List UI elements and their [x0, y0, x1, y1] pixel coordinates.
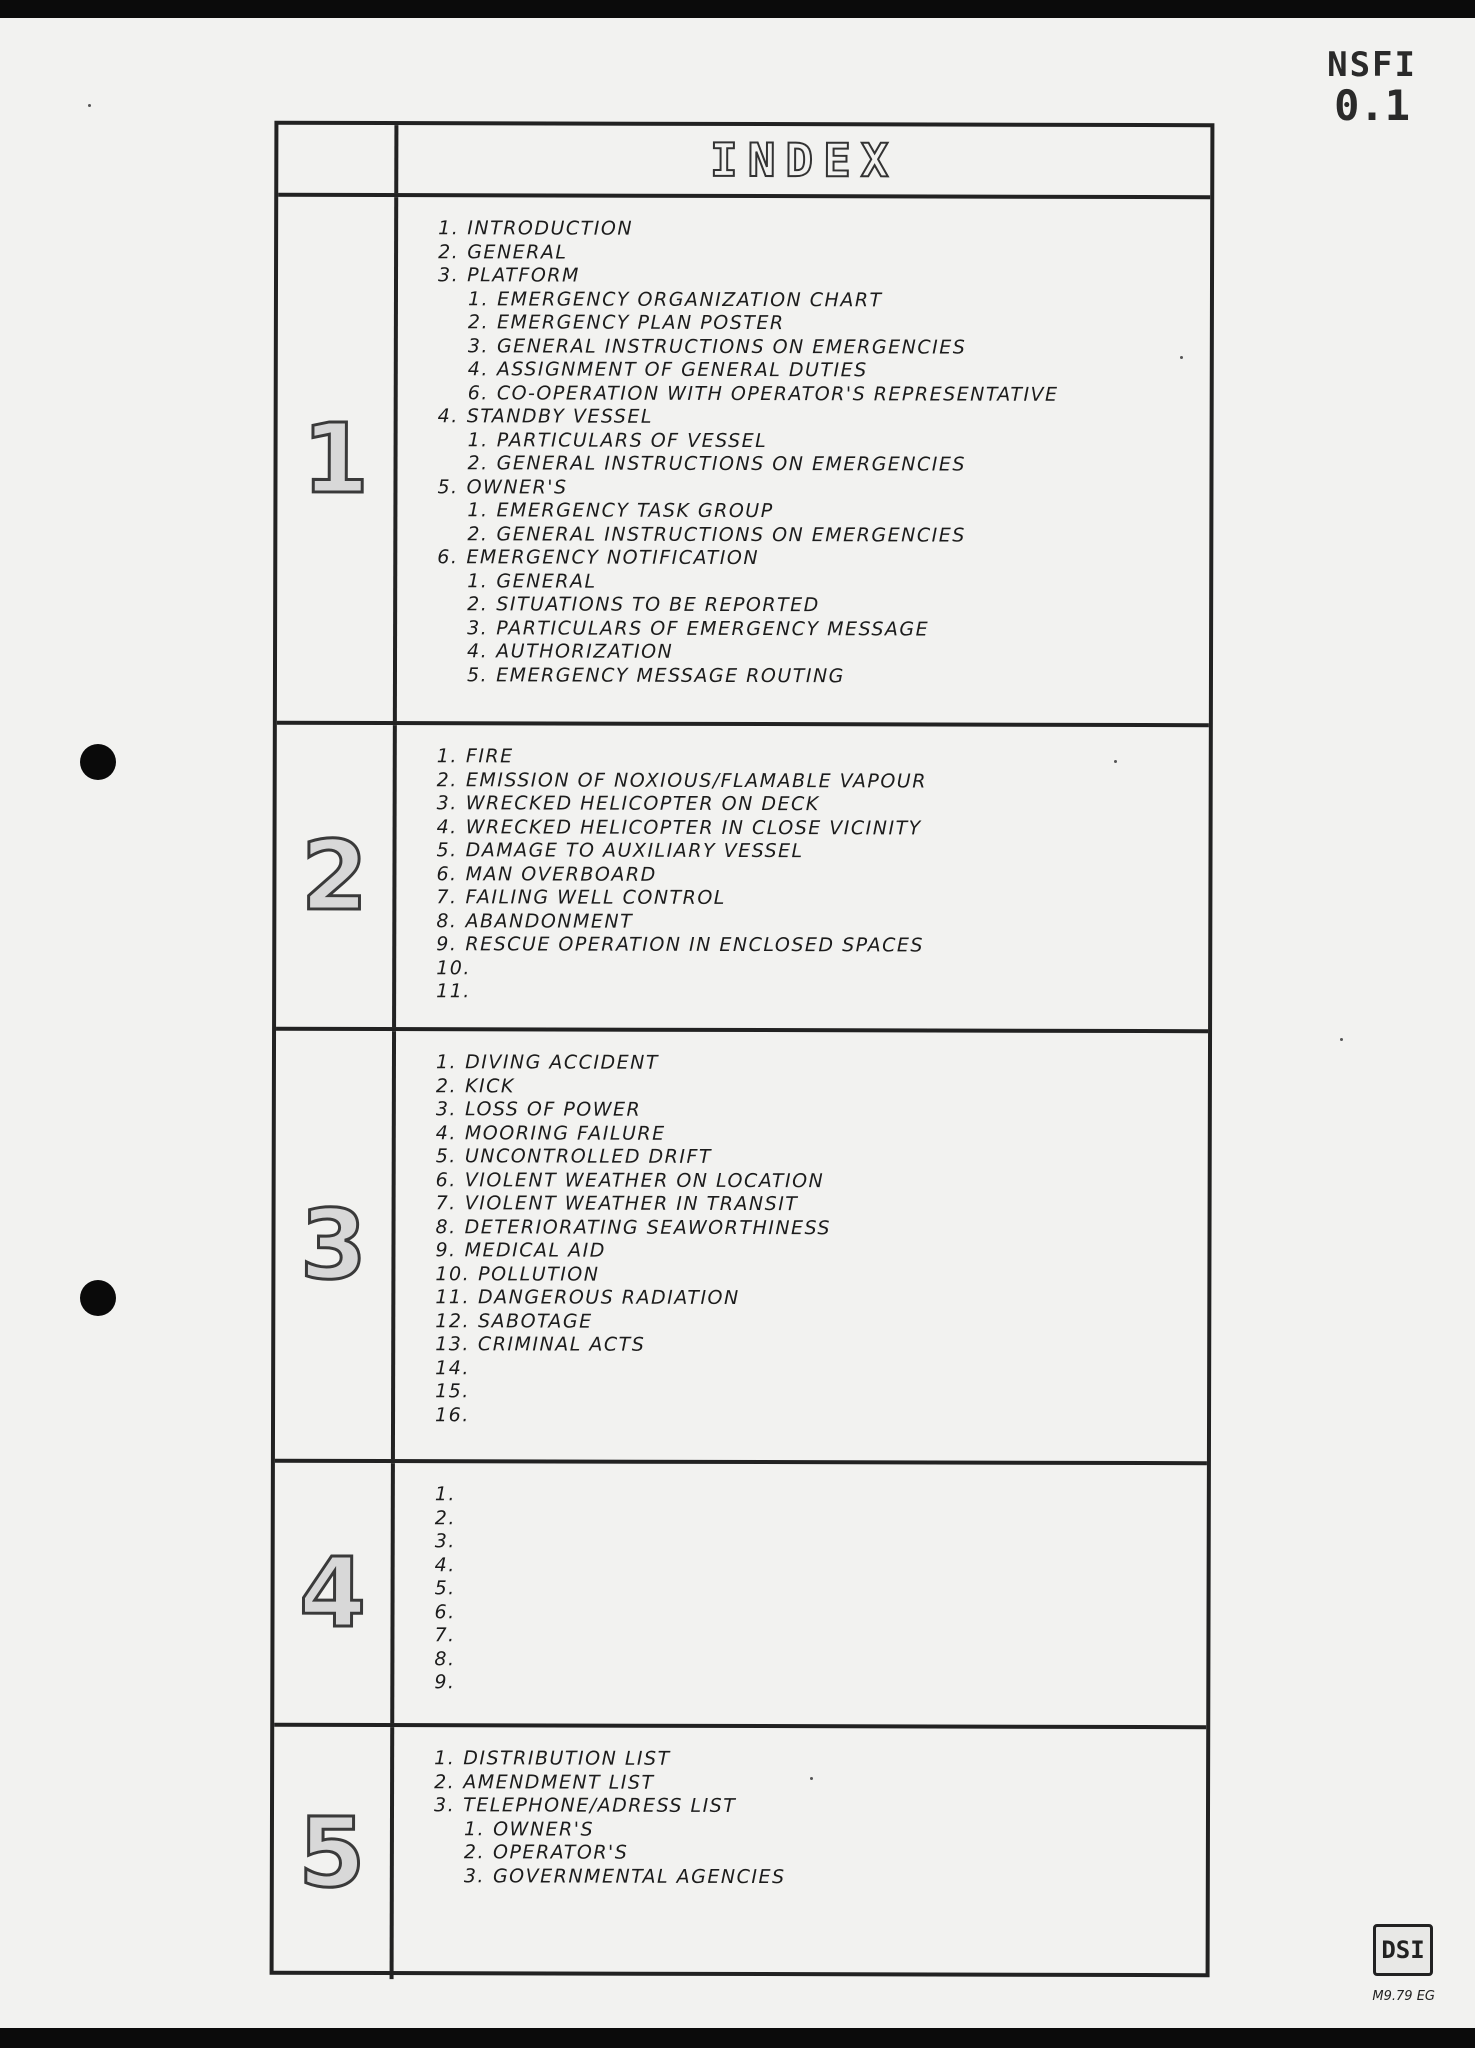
punch-hole-top	[80, 744, 116, 780]
index-item	[437, 476, 1199, 501]
item-number: 9.	[436, 933, 458, 956]
item-number: 4.	[435, 1121, 457, 1144]
index-item	[435, 1357, 1197, 1382]
item-text: FAILING WELL CONTROL	[465, 886, 726, 909]
section-item-list	[436, 745, 1199, 1005]
item-text: SITUATIONS TO BE REPORTED	[496, 593, 820, 617]
item-number: 5.	[466, 663, 489, 686]
item-text: EMERGENCY MESSAGE ROUTING	[496, 663, 845, 687]
index-item	[436, 933, 1198, 958]
index-item	[435, 1286, 1197, 1311]
index-subitem	[437, 593, 1199, 618]
item-number: 2.	[467, 593, 489, 616]
index-item	[436, 839, 1198, 864]
item-number: 14.	[435, 1356, 470, 1379]
index-item	[435, 1404, 1197, 1429]
section-number-cell	[274, 1727, 395, 1979]
item-text: OWNER'S	[493, 1817, 595, 1841]
item-text: DETERIORATING SEAWORTHINESS	[464, 1215, 832, 1239]
index-section-3	[275, 1031, 1208, 1465]
index-subitem	[438, 311, 1200, 336]
index-item	[436, 1075, 1198, 1100]
section-item-list	[437, 217, 1200, 689]
item-number: 6.	[434, 1600, 456, 1623]
item-number: 1.	[467, 428, 489, 451]
index-item	[435, 1577, 1197, 1602]
item-text: EMISSION OF NOXIOUS/FLAMABLE VAPOUR	[465, 768, 927, 792]
document-code	[1327, 45, 1417, 130]
index-item	[435, 1263, 1197, 1288]
item-number: 2.	[436, 768, 458, 791]
index-item	[438, 241, 1200, 266]
item-text: LOSS OF POWER	[464, 1098, 642, 1121]
section-number-cell	[276, 725, 397, 1027]
item-number: 6.	[435, 1168, 457, 1191]
item-text: GENERAL	[467, 240, 568, 264]
item-text: MEDICAL AID	[464, 1239, 606, 1262]
item-text: GOVERNMENTAL AGENCIES	[492, 1864, 786, 1888]
index-item	[436, 1051, 1198, 1076]
item-number: 2.	[435, 1074, 458, 1097]
index-subitem	[437, 617, 1199, 642]
item-text: FIRE	[465, 745, 514, 768]
item-text: EMERGENCY ORGANIZATION CHART	[497, 287, 883, 311]
item-number: 1.	[467, 569, 489, 592]
stamp-code: M9.79 EG	[1372, 1989, 1435, 2004]
index-subitem	[437, 570, 1199, 595]
section-number-cell	[277, 197, 398, 721]
index-subitem	[438, 335, 1200, 360]
item-number: 16.	[435, 1403, 470, 1426]
item-text: PLATFORM	[467, 264, 580, 287]
section-item-list	[434, 1483, 1197, 1696]
item-number: 4.	[436, 815, 458, 838]
index-item	[436, 863, 1198, 888]
item-number: 1.	[436, 745, 458, 768]
index-item	[436, 910, 1198, 935]
index-section-4	[274, 1463, 1207, 1729]
index-section-1	[277, 197, 1210, 727]
item-number: 11.	[435, 1286, 471, 1309]
document-code-line2: 0.1	[1334, 80, 1410, 130]
index-subitem	[437, 523, 1199, 548]
index-item	[438, 264, 1200, 289]
index-item	[435, 1530, 1197, 1555]
item-text: MOORING FAILURE	[464, 1121, 666, 1145]
index-item	[437, 792, 1199, 817]
item-number: 9.	[435, 1239, 457, 1262]
stamp-logo: DSI	[1373, 1924, 1433, 1976]
item-number: 1.	[463, 1817, 486, 1840]
item-text: GENERAL INSTRUCTIONS ON EMERGENCIES	[496, 522, 966, 547]
index-subitem	[438, 358, 1200, 383]
index-subitem	[434, 1818, 1196, 1843]
index-item	[435, 1239, 1197, 1264]
index-item	[435, 1507, 1197, 1532]
item-text: KICK	[465, 1074, 515, 1097]
index-subitem	[434, 1865, 1196, 1890]
item-number: 3.	[437, 264, 460, 287]
item-number: 8.	[436, 909, 458, 932]
index-item	[435, 1380, 1197, 1405]
index-section-2	[276, 725, 1209, 1033]
item-number: 4.	[467, 640, 489, 663]
index-subitem	[438, 429, 1200, 454]
index-subitem	[434, 1841, 1196, 1866]
index-item	[436, 886, 1198, 911]
index-item	[436, 1098, 1198, 1123]
index-item	[437, 816, 1199, 841]
item-text: CO-OPERATION WITH OPERATOR'S REPRESENTATIVE	[496, 381, 1059, 406]
section-number-cell	[275, 1031, 396, 1459]
item-text: AMENDMENT LIST	[463, 1770, 655, 1794]
item-text: GENERAL INSTRUCTIONS ON EMERGENCIES	[496, 334, 967, 359]
index-subitem	[438, 288, 1200, 313]
item-text: EMERGENCY PLAN POSTER	[497, 311, 785, 335]
item-number: 3.	[467, 334, 490, 357]
item-number: 9.	[434, 1671, 456, 1694]
speck	[88, 104, 91, 107]
item-number: 4.	[437, 405, 459, 428]
item-number: 3.	[434, 1530, 456, 1553]
index-item	[435, 1483, 1197, 1508]
item-text: OPERATOR'S	[493, 1841, 629, 1864]
item-text: WRECKED HELICOPTER IN CLOSE VICINITY	[465, 815, 922, 839]
index-item	[434, 1624, 1196, 1649]
section-number: 5	[298, 1796, 366, 1910]
item-text: PARTICULARS OF EMERGENCY MESSAGE	[496, 616, 930, 640]
item-number: 2.	[467, 522, 489, 545]
index-item	[435, 1310, 1197, 1335]
item-text: VIOLENT WEATHER IN TRANSIT	[464, 1192, 799, 1216]
item-text: TELEPHONE/ADRESS LIST	[463, 1794, 737, 1817]
item-number: 7.	[436, 886, 458, 909]
section-item-list	[434, 1747, 1196, 1890]
item-number: 2.	[467, 452, 489, 475]
index-item	[434, 1771, 1196, 1796]
item-number: 6.	[437, 546, 459, 569]
item-number: 1.	[435, 1051, 458, 1074]
item-text: DANGEROUS RADIATION	[478, 1286, 740, 1309]
item-number: 1.	[438, 217, 460, 240]
item-text: STANDBY VESSEL	[466, 405, 653, 428]
item-text: CRIMINAL ACTS	[477, 1333, 646, 1356]
item-number: 1.	[467, 287, 490, 310]
index-item	[437, 769, 1199, 794]
item-text: ABANDONMENT	[465, 909, 634, 933]
item-number: 2.	[467, 311, 490, 334]
index-item	[435, 1554, 1197, 1579]
index-title-row	[278, 125, 1210, 199]
item-number: 4.	[434, 1553, 456, 1576]
item-text: POLLUTION	[478, 1262, 600, 1286]
item-number: 10.	[436, 956, 471, 979]
index-item	[436, 957, 1198, 982]
item-text: SABOTAGE	[477, 1309, 593, 1333]
item-number: 6.	[467, 381, 489, 404]
index-item	[436, 1145, 1198, 1170]
item-number: 7.	[435, 1192, 457, 1215]
index-item	[434, 1794, 1196, 1819]
document-page	[0, 18, 1475, 2028]
index-subitem	[437, 640, 1199, 665]
document-code-line1: NSFI	[1327, 45, 1417, 85]
index-item	[434, 1648, 1196, 1673]
item-text: EMERGENCY NOTIFICATION	[466, 546, 760, 570]
index-subitem	[437, 499, 1199, 524]
item-number: 5.	[436, 839, 458, 862]
item-number: 5.	[437, 475, 459, 498]
item-text: INTRODUCTION	[467, 217, 634, 240]
item-text: ASSIGNMENT OF GENERAL DUTIES	[496, 358, 868, 382]
index-item	[438, 405, 1200, 430]
section-number: 4	[299, 1536, 367, 1650]
item-number: 2.	[434, 1770, 456, 1793]
item-number: 4.	[467, 358, 489, 381]
item-number: 13.	[435, 1333, 470, 1356]
item-number: 7.	[434, 1624, 456, 1647]
item-number: 6.	[436, 862, 458, 885]
speck	[1340, 1038, 1343, 1041]
item-text: DAMAGE TO AUXILIARY VESSEL	[465, 839, 804, 863]
section-number: 3	[299, 1188, 368, 1302]
item-text: DISTRIBUTION LIST	[463, 1747, 671, 1770]
item-text: RESCUE OPERATION IN ENCLOSED SPACES	[465, 933, 925, 957]
index-item	[437, 745, 1199, 770]
index-table	[270, 121, 1215, 1977]
index-item	[436, 1122, 1198, 1147]
item-number: 15.	[435, 1380, 470, 1403]
item-number: 10.	[435, 1262, 471, 1285]
item-number: 8.	[434, 1647, 456, 1670]
item-text: GENERAL INSTRUCTIONS ON EMERGENCIES	[496, 452, 966, 476]
index-item	[436, 1192, 1198, 1217]
title-row-left-cell	[278, 125, 398, 193]
item-text: DIVING ACCIDENT	[465, 1051, 660, 1074]
item-text: OWNER'S	[466, 475, 568, 499]
item-number: 3.	[467, 616, 489, 639]
section-item-list	[435, 1051, 1198, 1429]
item-text: WRECKED HELICOPTER ON DECK	[465, 792, 820, 816]
item-number: 2.	[463, 1841, 486, 1864]
item-text: AUTHORIZATION	[496, 640, 674, 663]
section-number-cell	[274, 1463, 395, 1723]
index-item	[437, 546, 1199, 571]
item-number: 12.	[435, 1309, 471, 1332]
item-text: GENERAL	[496, 569, 597, 593]
index-item	[435, 1333, 1197, 1358]
index-item	[436, 1169, 1198, 1194]
item-number: 2.	[434, 1506, 456, 1529]
index-item	[438, 217, 1200, 242]
item-text: VIOLENT WEATHER ON LOCATION	[464, 1168, 825, 1192]
index-subitem	[437, 452, 1199, 477]
index-title: INDEX	[710, 132, 899, 188]
index-item	[434, 1747, 1196, 1772]
item-text: EMERGENCY TASK GROUP	[496, 499, 774, 523]
section-number: 1	[301, 402, 370, 516]
item-number: 2.	[438, 240, 460, 263]
item-number: 1.	[434, 1747, 456, 1770]
item-text: PARTICULARS OF VESSEL	[496, 428, 768, 452]
punch-hole-bottom	[80, 1280, 116, 1316]
item-number: 5.	[435, 1145, 457, 1168]
item-number: 1.	[434, 1483, 457, 1506]
item-number: 3.	[436, 792, 458, 815]
index-subitem	[437, 664, 1199, 689]
index-subitem	[438, 382, 1200, 407]
item-number: 3.	[435, 1098, 458, 1121]
item-number: 5.	[434, 1577, 456, 1600]
index-section-5	[274, 1727, 1207, 1981]
item-text: UNCONTROLLED DRIFT	[464, 1145, 713, 1168]
item-text: MAN OVERBOARD	[465, 862, 657, 886]
index-item	[436, 1216, 1198, 1241]
index-item	[434, 1601, 1196, 1626]
item-number: 3.	[433, 1794, 456, 1817]
item-number: 11.	[436, 980, 471, 1003]
index-item	[434, 1671, 1196, 1696]
item-number: 3.	[463, 1864, 486, 1887]
section-number: 2	[300, 819, 368, 933]
index-item	[436, 980, 1198, 1005]
item-number: 1.	[467, 499, 489, 522]
item-number: 8.	[435, 1215, 457, 1238]
